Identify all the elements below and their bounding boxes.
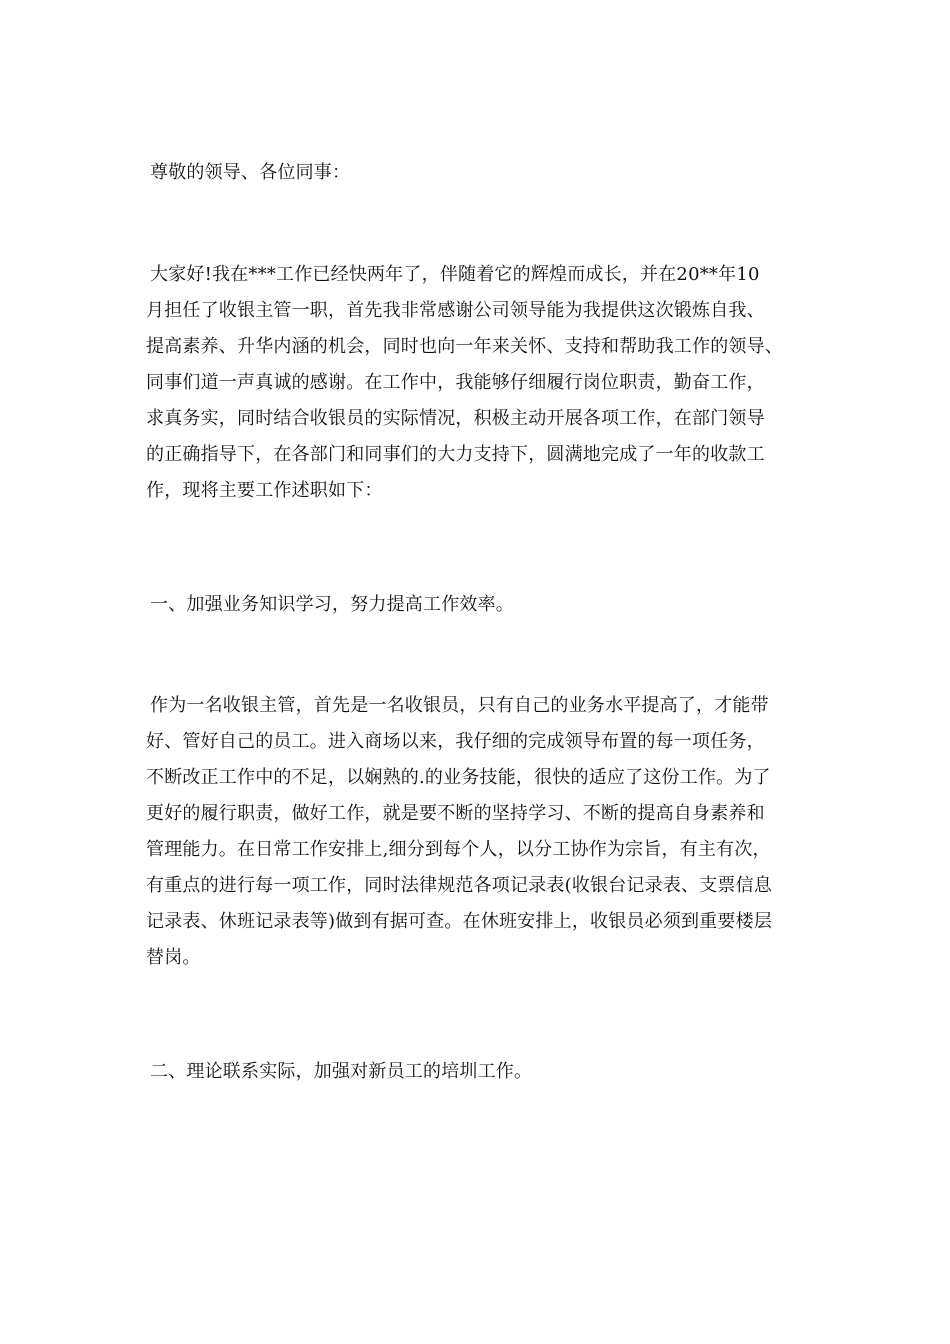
salutation: 尊敬的领导、各位同事： [150, 162, 351, 183]
section1-line: 记录表、休班记录表等)做到有据可查。在休班安排上，收银员必须到重要楼层 [146, 911, 773, 932]
section1-line: 有重点的进行每一项工作，同时法律规范各项记录表(收银台记录表、支票信息 [146, 875, 773, 896]
section-heading-1: 一、加强业务知识学习，努力提高工作效率。 [150, 594, 514, 615]
intro-line: 的正确指导下，在各部门和同事们的大力支持下，圆满地完成了一年的收款工 [146, 444, 765, 465]
section1-line: 作为一名收银主管，首先是一名收银员，只有自己的业务水平提高了，才能带 [150, 695, 769, 716]
intro-line: 大家好!我在***工作已经快两年了，伴随着它的辉煌而成长，并在20**年10 [150, 264, 760, 285]
intro-line: 同事们道一声真诚的感谢。在工作中，我能够仔细履行岗位职责，勤奋工作， [146, 372, 765, 393]
section1-line: 不断改正工作中的不足，以娴熟的.的业务技能，很快的适应了这份工作。为了 [146, 767, 771, 788]
section1-line: 管理能力。在日常工作安排上,细分到每个人，以分工协作为宗旨，有主有次， [146, 839, 771, 860]
section1-line: 好、管好自己的员工。进入商场以来，我仔细的完成领导布置的每一项任务， [146, 731, 765, 752]
section-heading-2: 二、理论联系实际，加强对新员工的培圳工作。 [150, 1061, 533, 1082]
intro-line: 求真务实，同时结合收银员的实际情况，积极主动开展各项工作，在部门领导 [146, 408, 765, 429]
intro-line: 提高素养、升华内涵的机会，同时也向一年来关怀、支持和帮助我工作的领导、 [146, 336, 783, 357]
intro-line: 月担任了收银主管一职，首先我非常感谢公司领导能为我提供这次锻炼自我、 [146, 300, 765, 321]
section1-line: 替岗。 [146, 947, 201, 968]
section1-line: 更好的履行职责，做好工作，就是要不断的坚持学习、不断的提高自身素养和 [146, 803, 765, 824]
intro-line: 作，现将主要工作述职如下： [146, 480, 383, 501]
